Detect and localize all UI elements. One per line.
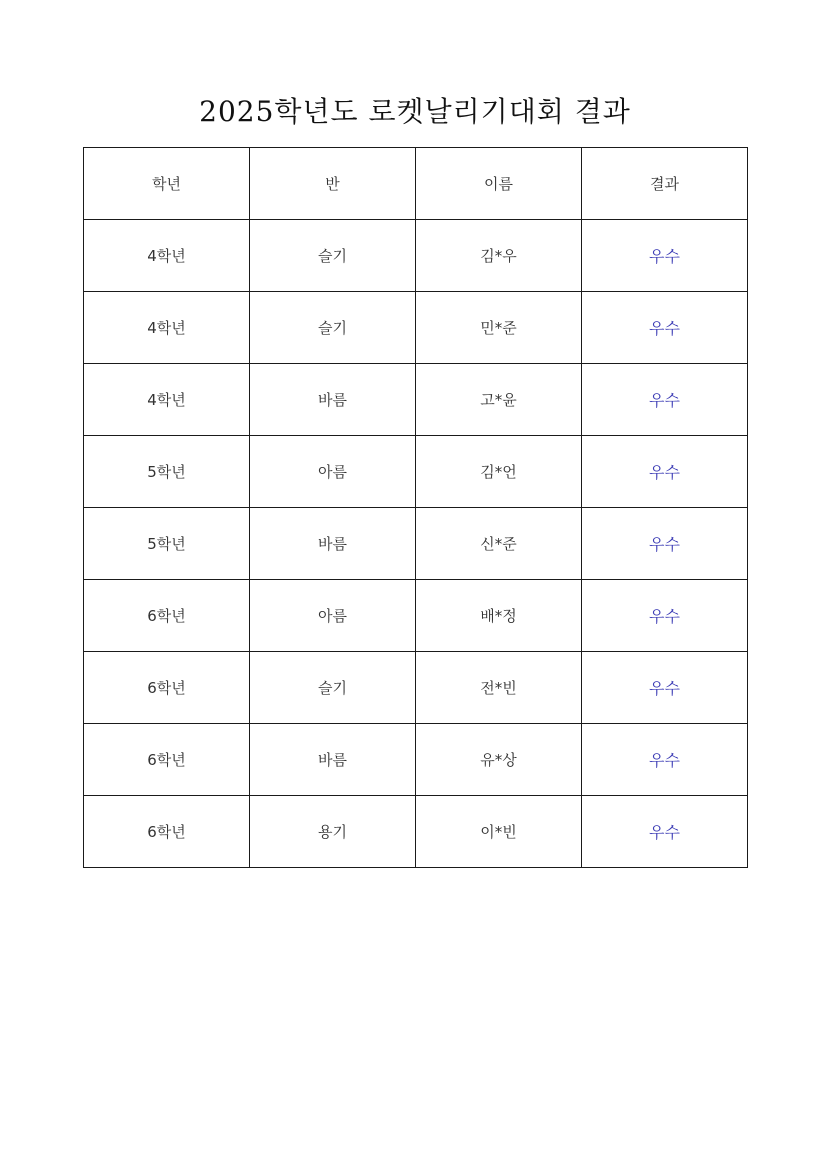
cell-class: 슬기 xyxy=(250,652,416,724)
cell-result: 우수 xyxy=(582,220,748,292)
table-header-row xyxy=(84,148,748,220)
header-name: 이름 xyxy=(416,148,582,220)
cell-class: 바름 xyxy=(250,364,416,436)
cell-name: 김*우 xyxy=(416,220,582,292)
cell-class: 슬기 xyxy=(250,220,416,292)
cell-class: 슬기 xyxy=(250,292,416,364)
table-row xyxy=(84,292,748,364)
table-row xyxy=(84,580,748,652)
header-result: 결과 xyxy=(582,148,748,220)
cell-grade: 6학년 xyxy=(84,724,250,796)
table-row xyxy=(84,364,748,436)
cell-grade: 4학년 xyxy=(84,220,250,292)
cell-name: 배*정 xyxy=(416,580,582,652)
table-row xyxy=(84,724,748,796)
table-row xyxy=(84,436,748,508)
cell-grade: 4학년 xyxy=(84,292,250,364)
page-title: 2025학년도 로켓날리기대회 결과 xyxy=(199,95,631,128)
table-row xyxy=(84,508,748,580)
header-class: 반 xyxy=(250,148,416,220)
results-table xyxy=(83,147,748,868)
cell-class: 바름 xyxy=(250,724,416,796)
cell-result: 우수 xyxy=(582,652,748,724)
cell-grade: 4학년 xyxy=(84,364,250,436)
cell-name: 민*준 xyxy=(416,292,582,364)
header-grade: 학년 xyxy=(84,148,250,220)
cell-name: 전*빈 xyxy=(416,652,582,724)
cell-name: 김*언 xyxy=(416,436,582,508)
cell-name: 신*준 xyxy=(416,508,582,580)
cell-result: 우수 xyxy=(582,508,748,580)
cell-result: 우수 xyxy=(582,724,748,796)
cell-result: 우수 xyxy=(582,364,748,436)
cell-class: 용기 xyxy=(250,796,416,868)
table-row xyxy=(84,220,748,292)
cell-class: 바름 xyxy=(250,508,416,580)
cell-name: 유*상 xyxy=(416,724,582,796)
cell-result: 우수 xyxy=(582,292,748,364)
cell-result: 우수 xyxy=(582,580,748,652)
table-row xyxy=(84,652,748,724)
cell-grade: 5학년 xyxy=(84,508,250,580)
cell-result: 우수 xyxy=(582,796,748,868)
cell-grade: 6학년 xyxy=(84,796,250,868)
cell-result: 우수 xyxy=(582,436,748,508)
table-row xyxy=(84,796,748,868)
cell-grade: 5학년 xyxy=(84,436,250,508)
cell-grade: 6학년 xyxy=(84,652,250,724)
cell-class: 아름 xyxy=(250,436,416,508)
cell-name: 고*윤 xyxy=(416,364,582,436)
cell-class: 아름 xyxy=(250,580,416,652)
cell-name: 이*빈 xyxy=(416,796,582,868)
cell-grade: 6학년 xyxy=(84,580,250,652)
